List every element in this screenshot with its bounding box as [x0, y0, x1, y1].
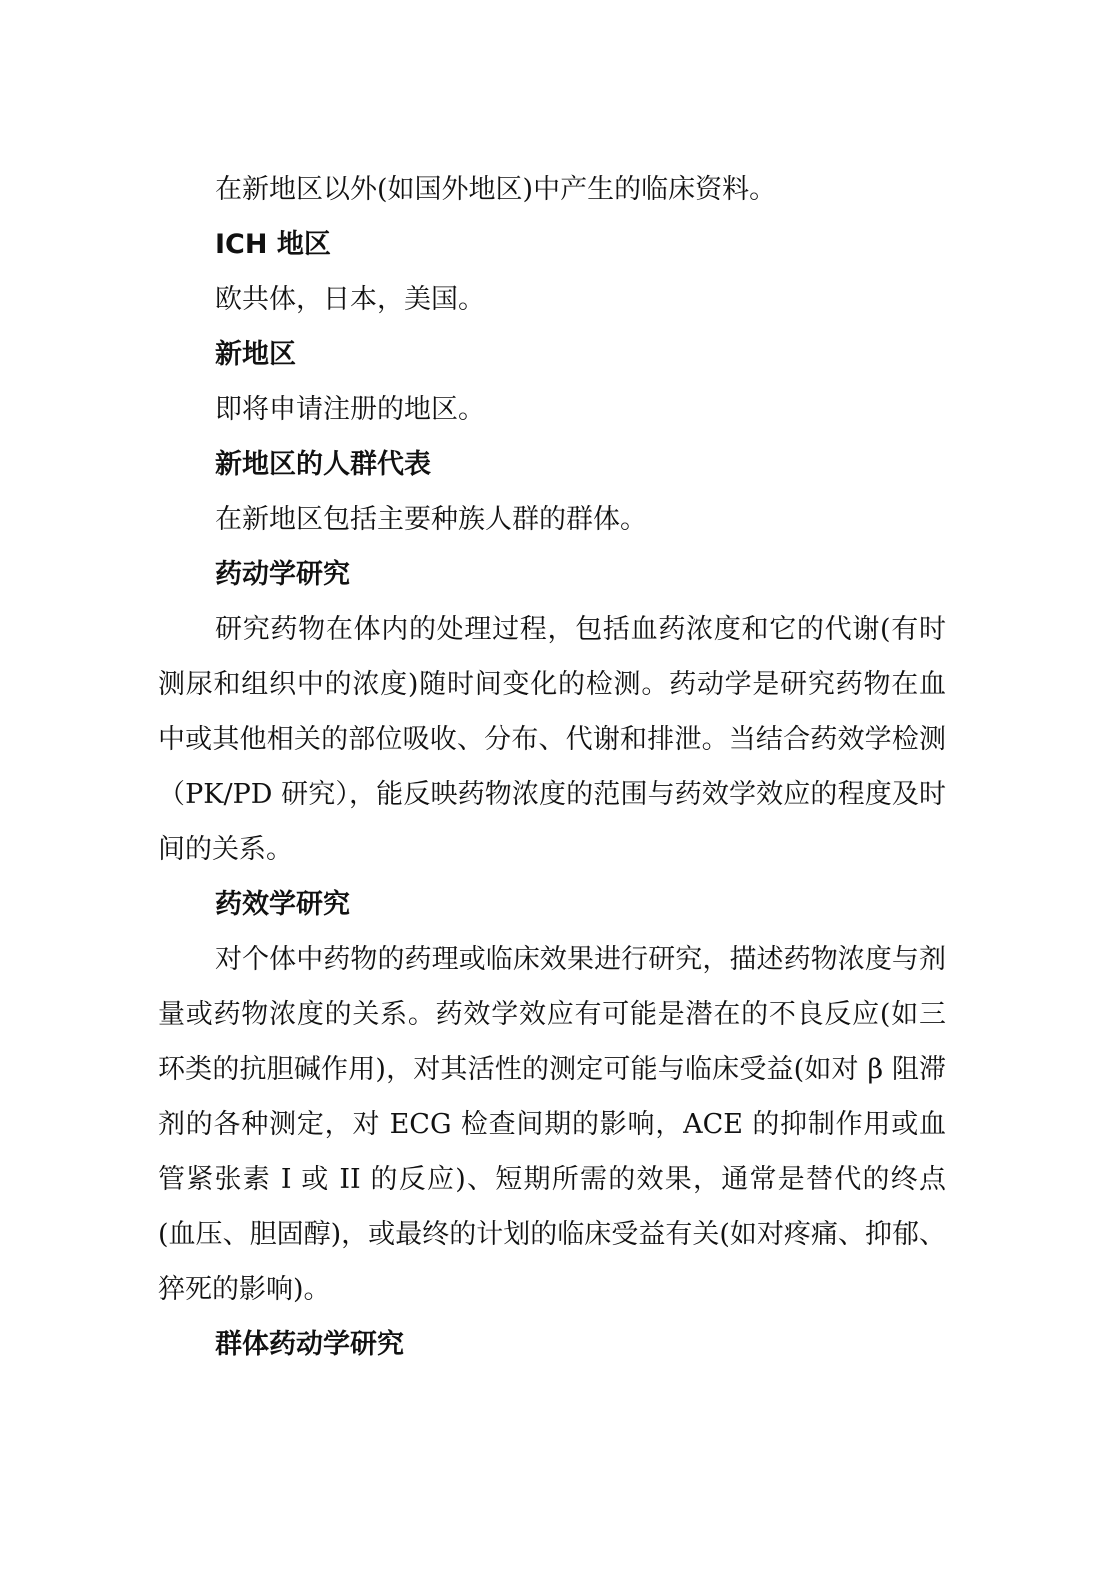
term-pharmacodynamics: 药效学研究	[215, 889, 350, 920]
term-pharmacokinetics: 药动学研究	[215, 559, 350, 590]
document-body	[158, 162, 946, 1372]
def-population-representative: 在新地区包括主要种族人群的群体。	[215, 504, 647, 535]
intro-tail-text: 在新地区以外(如国外地区)中产生的临床资料。	[215, 174, 777, 205]
term-population-representative: 新地区的人群代表	[215, 449, 431, 480]
term-new-region: 新地区	[215, 339, 296, 370]
term-population-pk: 群体药动学研究	[215, 1329, 404, 1360]
term-ich-region: ICH 地区	[215, 229, 331, 260]
def-pharmacokinetics: 研究药物在体内的处理过程，包括血药浓度和它的代谢(有时测尿和组织中的浓度)随时间变化的检测。药动学是研究药物在血中或其他相关的部位吸收、分布、代谢和排泄。当结合药效学检测（PK/PD 研究），能反映药物浓度的范围与药效学效应的程度及时间的关系。	[158, 614, 946, 865]
def-new-region: 即将申请注册的地区。	[215, 394, 485, 425]
def-pharmacodynamics: 对个体中药物的药理或临床效果进行研究，描述药物浓度与剂量或药物浓度的关系。药效学效应有可能是潜在的不良反应(如三环类的抗胆碱作用)，对其活性的测定可能与临床受益(如对 β 阻滞剂的各种测定，对 ECG 检查间期的影响，ACE 的抑制作用或血管紧张素 I 或 II 的反应)、短期所需的效果，通常是替代的终点(血压、胆固醇)，或最终的计划的临床受益有关(如对疼痛、抑郁、猝死的影响)。	[158, 944, 946, 1305]
def-ich-region: 欧共体，日本，美国。	[215, 284, 485, 315]
